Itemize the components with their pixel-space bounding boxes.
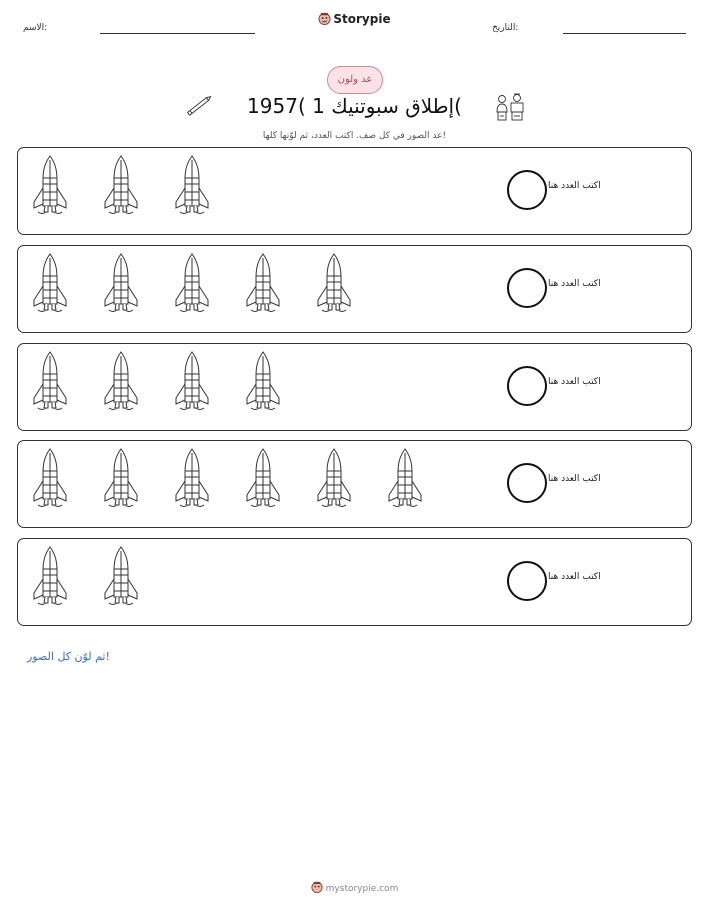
count-row — [17, 147, 692, 235]
storypie-footer-logo-icon — [311, 881, 323, 893]
activity-badge: عد ولون — [327, 66, 383, 94]
rocket-icon — [101, 545, 141, 613]
count-row — [17, 343, 692, 431]
rocket-icon — [172, 252, 212, 320]
write-count-label: اكتب العدد هنا — [548, 377, 601, 387]
date-line[interactable] — [563, 33, 686, 34]
count-row — [17, 440, 692, 528]
rocket-icon — [243, 447, 283, 515]
rocket-icon — [101, 350, 141, 418]
rocket-icon — [314, 252, 354, 320]
rocket-icon — [101, 154, 141, 222]
write-count-label: اكتب العدد هنا — [548, 572, 601, 582]
rocket-icon — [243, 350, 283, 418]
count-row — [17, 538, 692, 626]
write-count-label: اكتب العدد هنا — [548, 181, 601, 191]
answer-circle[interactable] — [507, 561, 547, 601]
brand-name: Storypie — [333, 12, 391, 26]
answer-circle[interactable] — [507, 463, 547, 503]
rocket-icon — [101, 447, 141, 515]
answer-circle[interactable] — [507, 366, 547, 406]
name-label: الاسم: — [23, 23, 48, 33]
storypie-logo-icon — [318, 12, 331, 25]
rocket-icon — [172, 447, 212, 515]
date-label: التاريخ: — [492, 23, 519, 33]
people-illustration-icon — [494, 92, 526, 122]
rocket-icon — [30, 154, 70, 222]
rocket-icon — [101, 252, 141, 320]
write-count-label: اكتب العدد هنا — [548, 474, 601, 484]
rocket-icon — [314, 447, 354, 515]
rocket-icon — [30, 545, 70, 613]
write-count-label: اكتب العدد هنا — [548, 279, 601, 289]
rocket-icon — [243, 252, 283, 320]
rocket-icon — [30, 350, 70, 418]
footer — [0, 881, 709, 894]
rocket-icon — [30, 447, 70, 515]
count-row — [17, 245, 692, 333]
rocket-icon — [172, 154, 212, 222]
brand-header — [0, 12, 709, 26]
color-instruction: ثم لوّن كل الصور! — [27, 650, 110, 663]
page-title: إطلاق سبوتنيك 1 )1957( — [247, 94, 462, 118]
name-line[interactable] — [100, 33, 255, 34]
answer-circle[interactable] — [507, 268, 547, 308]
answer-circle[interactable] — [507, 170, 547, 210]
rocket-icon — [30, 252, 70, 320]
instructions: عد الصور في كل صف. اكتب العدد، ثم لوّنها كلها! — [262, 131, 447, 141]
rocket-icon — [172, 350, 212, 418]
footer-url: mystorypie.com — [325, 884, 399, 894]
rocket-icon — [385, 447, 425, 515]
